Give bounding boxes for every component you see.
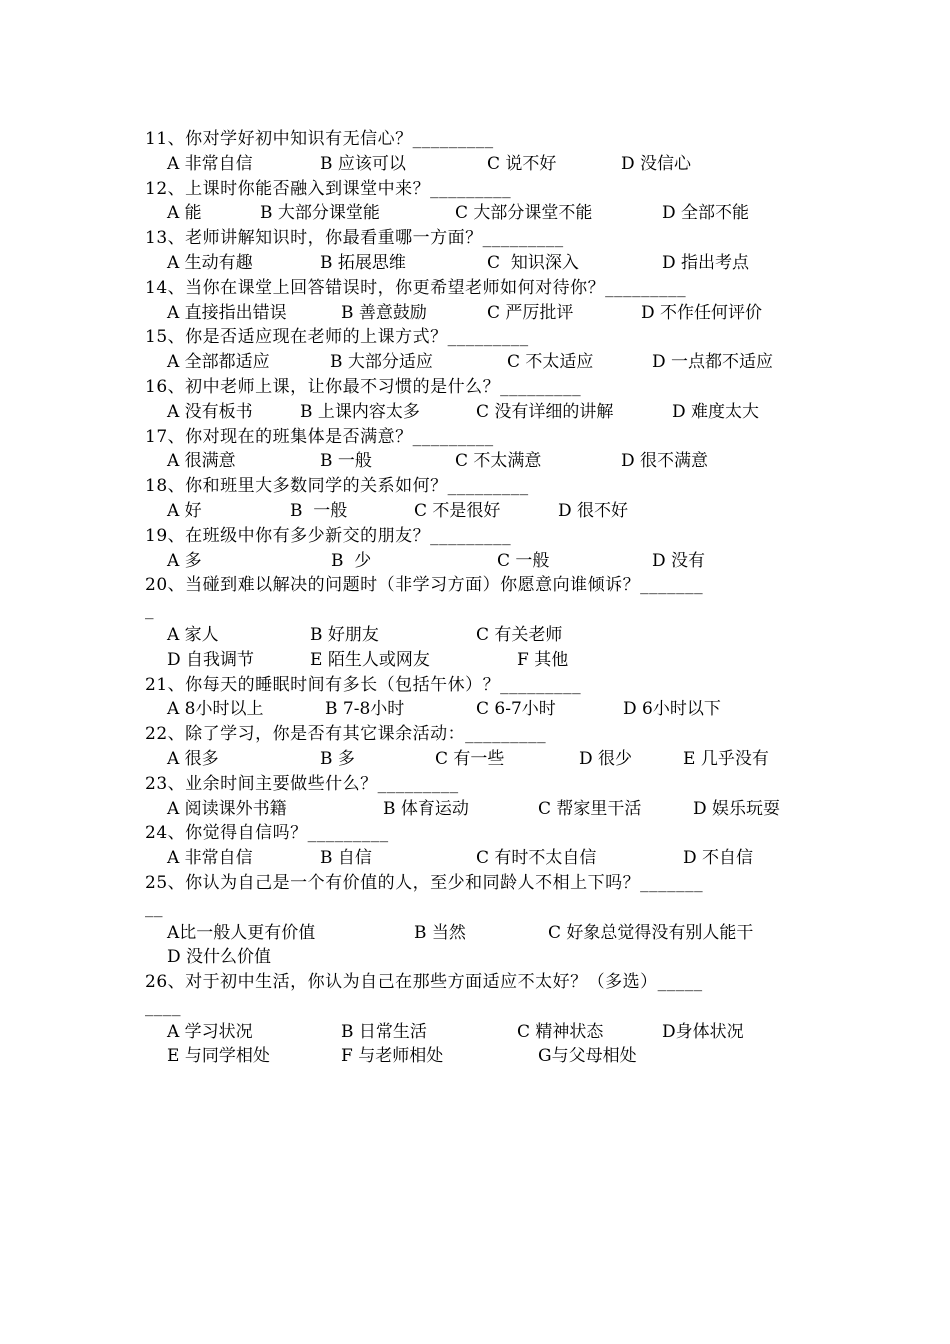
answer-option: A 非常自信 — [167, 848, 253, 869]
question-text: 17、你对现在的班集体是否满意？_________ — [145, 426, 494, 447]
answer-option: C 大部分课堂不能 — [455, 203, 593, 224]
answer-option: B 自信 — [320, 848, 372, 869]
answer-option: B 少 — [331, 550, 372, 571]
question-text: 15、你是否适应现在老师的上课方式？_________ — [145, 327, 529, 348]
answer-option: B 应该可以 — [320, 153, 406, 174]
answer-option: B 上课内容太多 — [300, 401, 420, 422]
answer-option: C 一般 — [497, 550, 550, 571]
answer-option: B 拓展思维 — [320, 252, 406, 273]
answer-options — [145, 251, 825, 276]
answer-options — [145, 499, 825, 524]
answer-option: A 能 — [167, 203, 202, 224]
answer-option: B 好朋友 — [310, 624, 379, 645]
answer-option: C 不太满意 — [455, 451, 542, 472]
answer-option: C 没有详细的讲解 — [476, 401, 614, 422]
question-text: 26、对于初中生活，你认为自己在那些方面适应不太好？（多选）_____ — [145, 972, 703, 993]
answer-options — [145, 648, 825, 673]
answer-option: C 严厉批评 — [487, 302, 574, 323]
question-text: 23、业余时间主要做些什么？_________ — [145, 773, 459, 794]
question-text: 18、你和班里大多数同学的关系如何？_________ — [145, 476, 529, 497]
questionnaire — [145, 127, 825, 1069]
answer-option: B 当然 — [414, 922, 466, 943]
question-text: 16、初中老师上课，让你最不习惯的是什么？_________ — [145, 376, 582, 397]
answer-option: C 有时不太自信 — [476, 848, 597, 869]
question-text: 20、当碰到难以解决的问题时（非学习方面）你愿意向谁倾诉？_______ — [145, 575, 704, 596]
answer-options — [145, 201, 825, 226]
answer-options — [145, 945, 825, 970]
question-text: 14、当你在课堂上回答错误时，你更希望老师如何对待你？_________ — [145, 277, 687, 298]
answer-option: C 帮家里干活 — [538, 798, 642, 819]
answer-option: B 一般 — [290, 500, 348, 521]
answer-options — [145, 152, 825, 177]
answer-option: C 好象总觉得没有别人能干 — [548, 922, 754, 943]
question-text: 21、你每天的睡眠时间有多长（包括午休）？_________ — [145, 674, 582, 695]
question-text: 11、你对学好初中知识有无信心？_________ — [145, 129, 494, 149]
answer-options — [145, 1044, 825, 1069]
question-text: __ — [145, 897, 163, 918]
answer-option: B 多 — [320, 748, 355, 769]
answer-option: A 很多 — [167, 748, 219, 769]
answer-option: B 7-8小时 — [325, 699, 405, 720]
answer-option: B 体育运动 — [383, 798, 469, 819]
answer-options — [145, 449, 825, 474]
question-text: 25、你认为自己是一个有价值的人，至少和同龄人不相上下吗？_______ — [145, 872, 704, 893]
answer-option: A 家人 — [167, 624, 219, 645]
answer-options — [145, 846, 825, 871]
answer-option: D 娱乐玩耍 — [693, 798, 781, 819]
answer-option: D 没信心 — [621, 153, 692, 174]
question-text: 12、上课时你能否融入到课堂中来？_________ — [145, 178, 512, 199]
answer-option: C 有关老师 — [476, 624, 563, 645]
question-text: 22、除了学习，你是否有其它课余活动：_________ — [145, 724, 547, 745]
answer-option: C 知识深入 — [487, 252, 579, 273]
answer-option: D身体状况 — [662, 1021, 744, 1042]
answer-option: D 很不满意 — [621, 451, 709, 472]
answer-option: F 与老师相处 — [341, 1046, 444, 1067]
answer-option: A 直接指出错误 — [167, 302, 287, 323]
answer-option: A 很满意 — [167, 451, 236, 472]
answer-option: D 很不好 — [558, 500, 629, 521]
answer-options — [145, 400, 825, 425]
question-text: _ — [145, 600, 154, 621]
answer-option: A 学习状况 — [167, 1021, 253, 1042]
answer-option: D 自我调节 — [167, 649, 255, 670]
answer-option: F 其他 — [517, 649, 569, 670]
answer-option: B 善意鼓励 — [341, 302, 427, 323]
answer-option: B 大部分课堂能 — [260, 203, 380, 224]
answer-options — [145, 1020, 825, 1045]
answer-option: A比一般人更有价值 — [167, 922, 316, 943]
answer-option: D 没有 — [652, 550, 706, 571]
answer-options — [145, 797, 825, 822]
answer-option: C 精神状态 — [517, 1021, 604, 1042]
answer-option: C 6-7小时 — [476, 699, 556, 720]
answer-options — [145, 350, 825, 375]
answer-options — [145, 747, 825, 772]
answer-options — [145, 623, 825, 648]
answer-option: A 阅读课外书籍 — [167, 798, 287, 819]
answer-option: C 不太适应 — [507, 352, 594, 373]
answer-option: C 有一些 — [435, 748, 505, 769]
answer-option: A 多 — [167, 550, 202, 571]
answer-option: B 日常生活 — [341, 1021, 427, 1042]
question-text: 24、你觉得自信吗？_________ — [145, 823, 389, 844]
answer-options — [145, 921, 825, 946]
answer-option: B 大部分适应 — [330, 352, 433, 373]
answer-option: D 不自信 — [683, 848, 754, 869]
answer-option: A 没有板书 — [167, 401, 253, 422]
question-text: 19、在班级中你有多少新交的朋友？_________ — [145, 525, 512, 546]
answer-option: A 非常自信 — [167, 153, 253, 174]
answer-option: D 全部不能 — [662, 203, 750, 224]
question-text: ____ — [145, 996, 181, 1017]
answer-options — [145, 549, 825, 574]
answer-option: A 全部都适应 — [167, 352, 270, 373]
answer-option: B 一般 — [320, 451, 372, 472]
question-text: 13、老师讲解知识时，你最看重哪一方面？_________ — [145, 228, 564, 249]
answer-option: D 不作任何评价 — [641, 302, 763, 323]
answer-option: C 说不好 — [487, 153, 557, 174]
answer-option: D 没什么价值 — [167, 947, 272, 968]
answer-option: A 好 — [167, 500, 202, 521]
answer-option: D 很少 — [579, 748, 633, 769]
answer-option: C 不是很好 — [414, 500, 501, 521]
answer-option: E 几乎没有 — [683, 748, 769, 769]
answer-option: A 生动有趣 — [167, 252, 253, 273]
answer-option: D 难度太大 — [672, 401, 760, 422]
answer-options — [145, 697, 825, 722]
answer-option: E 陌生人或网友 — [310, 649, 430, 670]
answer-option: A 8小时以上 — [167, 699, 264, 720]
answer-option: G与父母相处 — [538, 1046, 637, 1067]
answer-option: E 与同学相处 — [167, 1046, 270, 1067]
answer-options — [145, 301, 825, 326]
answer-option: D 6小时以下 — [623, 699, 721, 720]
answer-option: D 一点都不适应 — [652, 352, 774, 373]
answer-option: D 指出考点 — [662, 252, 750, 273]
